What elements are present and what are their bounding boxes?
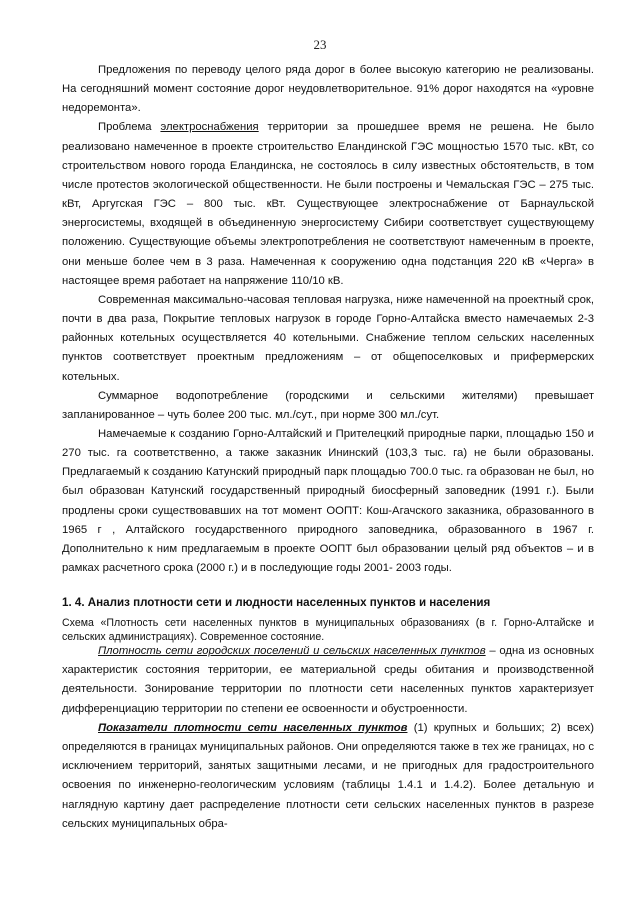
term-indicators: Показатели плотности сети населенных пунктов [98,721,408,734]
term-power-supply: электроснабжения [160,121,259,134]
section-heading: 1. 4. Анализ плотности сети и людности населенных пунктов и населения [62,596,491,609]
scheme-caption: Схема «Плотность сети населенных пунктов в муниципальных образованиях (в г. Горно-Алтайске и сельских администрациях). Современное состояние. [62,617,594,643]
paragraph-power [62,118,594,290]
paragraph-power-rest: территории за прошедшее время не решена. Не было реализовано намеченное в проекте строительство Еландинской ГЭС мощностью 1570 тыс. кВт, со строительством нового города Еландинска, не состоялось в силу известных обстоятельств, в том числе протестов экологической общественности. Не были построены и Чемальская ГЭС – 275 тыс. кВт, Аргугская ГЭС – 800 тыс. кВт. Существующее электроснабжение от Барнаульской энергосистемы, входящей в объединенную энергосистему Сибири соответствует существующему положению. Существующие объемы электропотребления не соответствуют намеченным в проекте, они меньше более чем в 3 раза. Намеченная к сооружению одна подстанция 220 кВ «Черга» в настоящее время работает на напряжение 110/10 кВ. [62,121,594,287]
main-text [62,61,594,578]
term-density: Плотность сети городских поселений и сельских населенных пунктов [98,645,486,657]
paragraph-indicators-rest: (1) крупных и больших; 2) всех) определяются в границах муниципальных районов. Они определяются также в тех же границах, но с исключением территорий, занятых защитными лесами, и не пригодных для градостроительного освоения по инженерно-геологическим условиям (таблицы 1.4.1 и 1.4.2). Более детальную и наглядную картину дает распределение плотности сети сельских населенных пунктов в разрезе сельских муниципальных обра- [62,721,594,830]
paragraph-water: Суммарное водопотребление (городскими и сельскими жителями) превышает запланированное – чуть более 200 тыс. мл./сут., при норме 300 мл./сут. [62,389,594,421]
paragraph-density [62,642,594,719]
paragraph-indicators [62,719,594,834]
paragraph-power-start: Проблема [98,121,161,134]
page-number: 23 [313,37,327,52]
paragraph-heat: Современная максимально-часовая тепловая нагрузка, ниже намеченной на проектный срок, почти в два раза, Покрытие тепловых нагрузок в городе Горно-Алтайска вместо намечаемых 2-3 районных котельных осуществляется 40 котельными. Снабжение теплом сельских населенных пунктов соответствует проектным предложениям – от общепоселковых и прифермерских котельных. [62,293,594,383]
paragraph-protected-areas: Намечаемые к созданию Горно-Алтайский и Прителецкий природные парки, площадью 150 и 270 тыс. га соответственно, а также заказник Ининский (103,3 тыс. га) не были образованы. Предлагаемый к созданию Катунский природный парк площадью 700.0 тыс. га образован не был, но был образован Катунский государственный природный биосферный заповедник (1991 г.). Были продлены сроки существовавших на тот момент ООПТ: Кош-Агачского заказника, образованного в 1965 г , Алтайского государственного природного заповедника, образованного в 1967 г. Дополнительно к ним предлагаемым в проекте ООПТ был образовании целый ряд объектов – и в рамках расчетного срока (2000 г.) и в последующие годы 2001- 2003 годы. [62,427,594,575]
section-text [62,642,594,834]
paragraph-roads: Предложения по переводу целого ряда дорог в более высокую категорию не реализованы. На сегодняшний момент состояние дорог неудовлетворительное. 91% дорог находятся на «уровне недоремонта». [62,64,594,115]
paragraph-density-rest: – одна из основных характеристик состояния территории, ее материальной среды обитания и производственной деятельности. Зонирование территории по плотности сети населенных пунктов характеризует дифференциацию территории по степени ее освоенности и обустроенности. [62,645,594,715]
